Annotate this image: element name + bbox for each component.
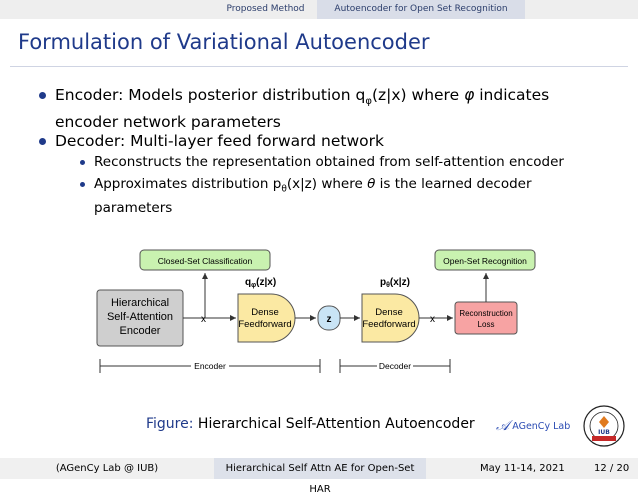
- agency-logo-icon: 𝒜: [496, 418, 510, 434]
- sub-bullet-marker: [80, 182, 85, 187]
- x-label-right: x: [430, 314, 435, 325]
- reconstruction-loss-box: [455, 302, 517, 334]
- subscript: θ: [281, 184, 287, 195]
- agency-lab-logo: [496, 418, 570, 434]
- caption-text: Hierarchical Self-Attention Autoencoder: [197, 416, 475, 432]
- footer-page-number: 12 / 20: [594, 463, 630, 474]
- open-set-recognition-box: [435, 250, 535, 270]
- bullet-text: is the learned decoder: [375, 176, 532, 192]
- encoder-box-line: Self-Attention: [106, 311, 174, 323]
- slide-title: Formulation of Variational Autoencoder: [18, 30, 430, 54]
- bullet-text: Encoder: Models posterior distribution q: [55, 86, 366, 104]
- figure-caption: [146, 416, 475, 432]
- open-set-label: Open-Set Recognition: [443, 256, 527, 266]
- bullet-text: encoder network parameters: [55, 113, 281, 132]
- nav-section-autoencoder[interactable]: Autoencoder for Open Set Recognition: [317, 0, 525, 19]
- math-symbol: φ: [464, 86, 475, 104]
- encoder-box-line: Encoder: [119, 325, 161, 337]
- p-theta-label: $p_\theta(x|z)$: [380, 277, 410, 289]
- recon-label: Reconstruction: [459, 309, 513, 318]
- bullet-encoder: [55, 85, 549, 132]
- x-label-left: x: [201, 314, 206, 325]
- dense-label: Feedforward: [238, 319, 292, 330]
- bullet-text: (z|x) where: [371, 86, 465, 104]
- slide-footer: [0, 458, 638, 495]
- bullet-marker: [39, 138, 46, 145]
- svg-text:IUB: IUB: [598, 429, 610, 436]
- closed-set-label: Closed-Set Classification: [157, 256, 253, 266]
- bullet-text: Approximates distribution p: [94, 176, 282, 192]
- top-navigation-bar: [0, 0, 638, 19]
- sub-bullet-marker: [80, 160, 85, 165]
- encoder-box-line: Hierarchical: [110, 297, 170, 309]
- subscript: φ: [365, 96, 372, 108]
- footer-short-title: Hierarchical Self Attn AE for Open-Set HAR: [214, 458, 426, 479]
- agency-logo-text: AGenCy Lab: [512, 420, 571, 432]
- latent-z-node: [318, 306, 340, 330]
- hierarchical-encoder-box: [97, 290, 183, 346]
- decoder-bracket: [340, 359, 450, 373]
- z-label: z: [326, 314, 332, 325]
- autoencoder-diagram: [95, 244, 555, 384]
- dense-label: Dense: [251, 307, 279, 318]
- decoder-bracket-label: Decoder: [378, 361, 412, 371]
- encoder-bracket-label: Encoder: [194, 361, 226, 371]
- footer-institute: (AGenCy Lab @ IUB): [55, 463, 159, 474]
- sub-bullet-reconstructs: Reconstructs the representation obtained from self-attention encoder: [94, 154, 564, 170]
- bullet-marker: [39, 92, 46, 99]
- recon-label: Loss: [477, 320, 495, 329]
- nav-section-proposed-method[interactable]: Proposed Method: [226, 4, 305, 14]
- title-divider: [10, 66, 628, 67]
- sub-bullet-approximates: [94, 175, 532, 217]
- dense-feedforward-encoder: [238, 294, 295, 342]
- dense-label: Dense: [375, 307, 403, 318]
- math-symbol: θ: [367, 176, 376, 192]
- bullet-text: (x|z) where: [286, 176, 368, 192]
- bullet-text: indicates: [474, 86, 550, 104]
- caption-label: Figure:: [146, 416, 194, 432]
- bullet-text: parameters: [94, 199, 173, 216]
- encoder-bracket: [100, 359, 320, 373]
- dense-feedforward-decoder: [362, 294, 419, 342]
- dense-label: Feedforward: [362, 319, 416, 330]
- footer-date: May 11-14, 2021: [480, 463, 565, 474]
- bullet-decoder: Decoder: Multi-layer feed forward network: [55, 132, 384, 150]
- closed-set-classification-box: [140, 250, 270, 270]
- q-phi-label: $q_\varphi(z|x)$: [245, 277, 277, 289]
- iub-seal-logo: [582, 404, 626, 448]
